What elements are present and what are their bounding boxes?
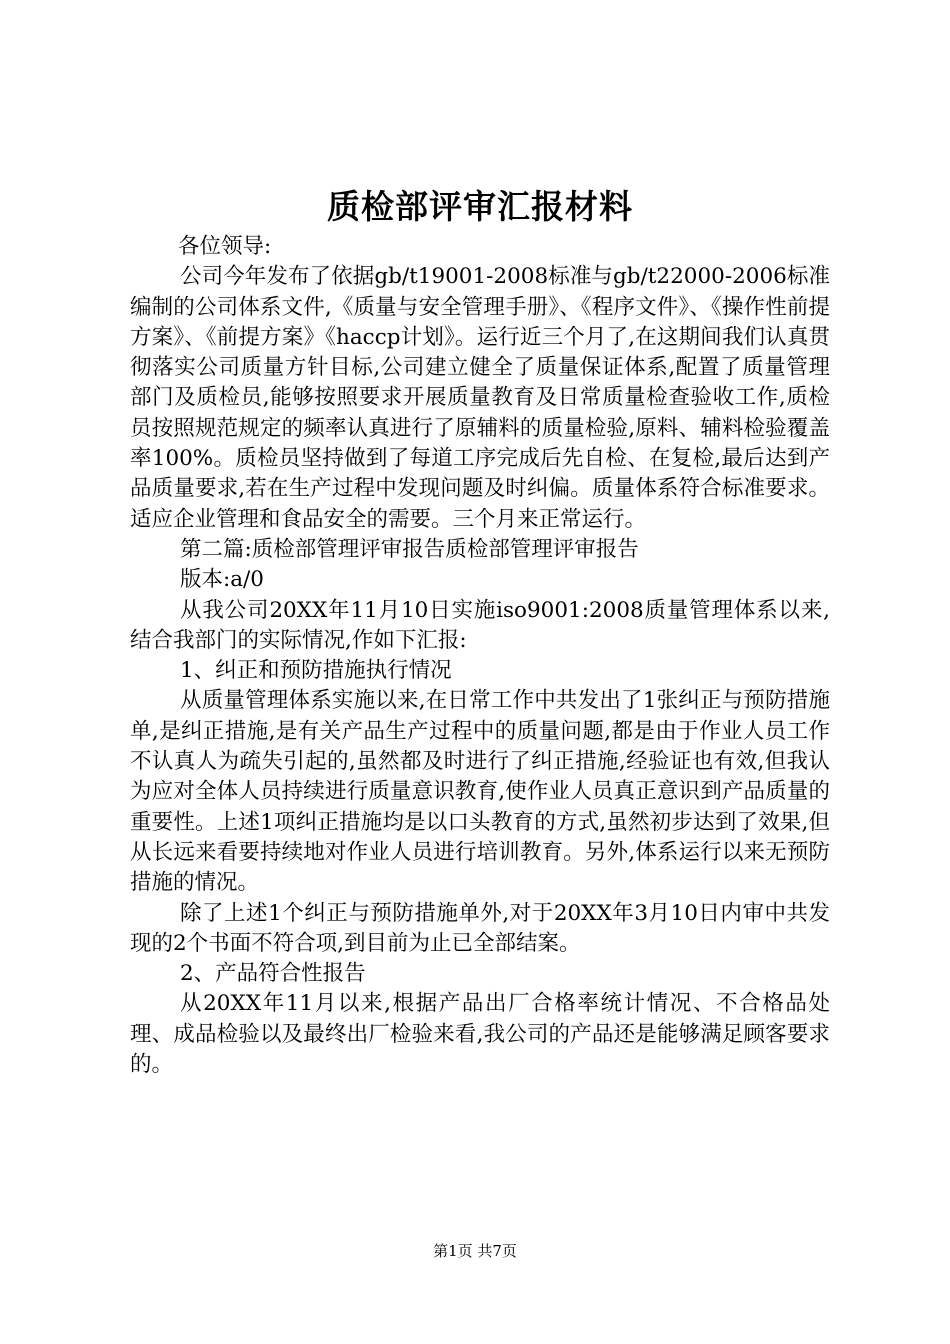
section-heading-part-two: 第二篇:质检部管理评审报告质检部管理评审报告: [180, 536, 639, 562]
paragraph-conformity: 从20XX年11月以来,根据产品出厂合格率统计情况、不合格品处理、成品检验以及最终出厂检验来看,我公司的产品还是能够满足顾客要求的。: [130, 991, 830, 1078]
page-footer: 第1页 共7页: [433, 1242, 517, 1260]
document-body: [130, 182, 830, 1080]
paragraph-report-intro: 从我公司20XX年11月10日实施iso9001:2008质量管理体系以来,结合我部门的实际情况,作如下汇报:: [130, 597, 830, 653]
paragraph-intro: 公司今年发布了依据gb/t19001-2008标准与gb/t22000-2006标准编制的公司体系文件,《质量与安全管理手册》、《程序文件》、《操作性前提方案》、《前提方案》《haccp计划》。运行近三个月了,在这期间我们认真贯彻落实公司质量方针目标,公司建立健全了质量保证体系,配置了质量管理部门及质检员,能够按照要求开展质量教育及日常质量检查验收工作,质检员按照规范规定的频率认真进行了原辅料的质量检验,原料、辅料检验覆盖率100%。质检员坚持做到了每道工序完成后先自检、在复检,最后达到产品质量要求,若在生产过程中发现问题及时纠偏。质量体系符合标准要求。适应企业管理和食品安全的需要。三个月来正常运行。: [130, 264, 830, 532]
section-heading-corrective: 1、纠正和预防措施执行情况: [180, 658, 452, 684]
salutation: 各位领导:: [178, 234, 272, 259]
document-title: 质检部评审汇报材料: [327, 187, 633, 226]
paragraph-audit: 除了上述1个纠正与预防措施单外,对于20XX年3月10日内审中共发现的2个书面不符合项,到目前为止已全部结案。: [130, 900, 830, 956]
version-line: 版本:a/0: [180, 567, 264, 593]
section-heading-conformity: 2、产品符合性报告: [180, 961, 366, 987]
paragraph-corrective: 从质量管理体系实施以来,在日常工作中共发出了1张纠正与预防措施单,是纠正措施,是有关产品生产过程中的质量问题,都是由于作业人员工作不认真人为疏失引起的,虽然都及时进行了纠正措施,经验证也有效,但我认为应对全体人员持续进行质量意识教育,使作业人员真正意识到产品质量的重要性。上述1项纠正措施均是以口头教育的方式,虽然初步达到了效果,但从长远来看要持续地对作业人员进行培训教育。另外,体系运行以来无预防措施的情况。: [130, 688, 830, 896]
